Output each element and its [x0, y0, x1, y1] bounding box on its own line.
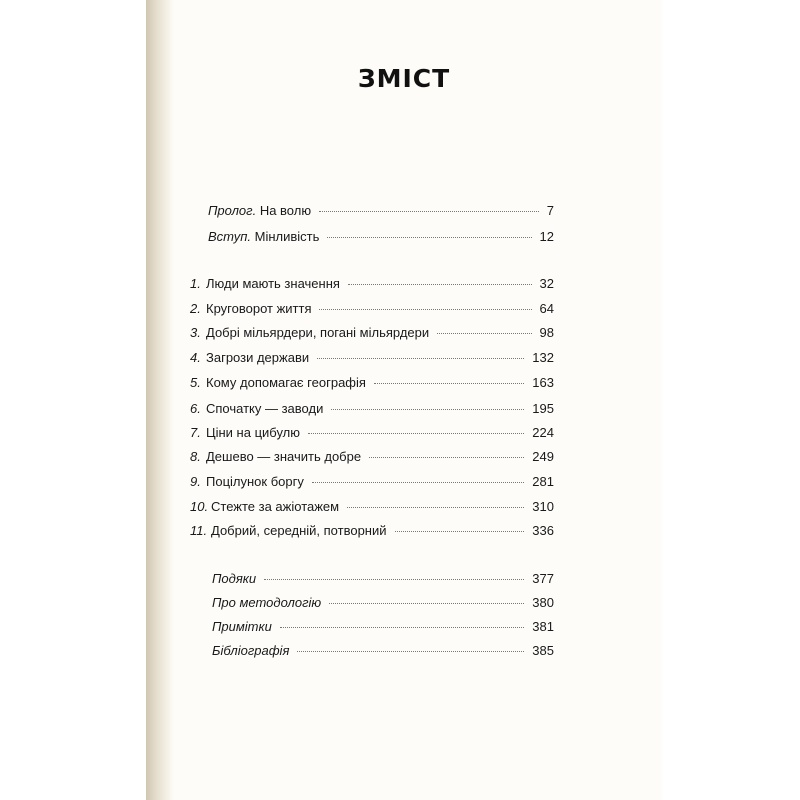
- toc-entry-methodology: [212, 594, 554, 612]
- toc-page-number: 310: [532, 499, 554, 514]
- dot-leader: [348, 284, 532, 285]
- toc-entry-label: Дешево — значить добре: [206, 449, 362, 464]
- toc-entry-intro: [208, 228, 554, 246]
- toc-entry-label: Стежте за ажіотажем: [211, 499, 340, 514]
- dot-leader: [308, 433, 524, 434]
- toc-page-number: 7: [546, 203, 554, 218]
- toc-entry-chapter: [190, 522, 554, 540]
- dot-leader: [395, 531, 525, 532]
- toc-entry-label: Добрі мільярдери, погані мільярдери: [206, 325, 430, 340]
- toc-entry-label: Люди мають значення: [206, 276, 340, 291]
- chapter-number: 7.: [190, 425, 201, 440]
- dot-leader: [369, 457, 524, 458]
- toc-page-number: 132: [532, 350, 554, 365]
- toc-entry-label: Про методологію: [212, 595, 322, 610]
- toc-entry-prefix: Вступ.: [208, 229, 251, 244]
- chapter-number: 5.: [190, 375, 201, 390]
- toc-page-number: 224: [532, 425, 554, 440]
- toc-page-number: 380: [532, 595, 554, 610]
- toc-page-number: 32: [539, 276, 554, 291]
- toc-entry-chapter: [190, 400, 554, 418]
- toc-entry-acknowledgements: [212, 570, 554, 588]
- page-spine-shadow: [146, 0, 174, 800]
- page-title: ЗМІСТ: [357, 64, 451, 93]
- dot-leader: [329, 603, 524, 604]
- toc-entry-bibliography: [212, 642, 554, 660]
- chapter-number: 8.: [190, 449, 201, 464]
- toc-page-number: 249: [532, 449, 554, 464]
- toc-page-number: 336: [532, 523, 554, 538]
- toc-entry-label: Кому допомагає географія: [206, 375, 366, 390]
- toc-entry-label: Бібліографія: [212, 643, 290, 658]
- dot-leader: [347, 507, 524, 508]
- chapter-number: 9.: [190, 474, 201, 489]
- chapter-number: 6.: [190, 401, 201, 416]
- chapter-number: 2.: [190, 301, 201, 316]
- chapter-number: 4.: [190, 350, 201, 365]
- toc-entry-label: Круговорот життя: [206, 301, 312, 316]
- toc-entry-prologue: [208, 202, 554, 220]
- toc-page-number: 64: [539, 301, 554, 316]
- dot-leader: [319, 211, 539, 212]
- dot-leader: [374, 383, 524, 384]
- toc-entry-chapter: [190, 448, 554, 466]
- dot-leader: [280, 627, 524, 628]
- dot-leader: [327, 237, 531, 238]
- dot-leader: [312, 482, 524, 483]
- dot-leader: [317, 358, 524, 359]
- toc-entry-prefix: Пролог.: [208, 203, 257, 218]
- toc-page-number: 281: [532, 474, 554, 489]
- dot-leader: [297, 651, 524, 652]
- dot-leader: [319, 309, 531, 310]
- chapter-number: 1.: [190, 276, 201, 291]
- toc-entry-label: Спочатку — заводи: [206, 401, 324, 416]
- toc-page-number: 195: [532, 401, 554, 416]
- dot-leader: [331, 409, 524, 410]
- chapter-number: 3.: [190, 325, 201, 340]
- toc-entry-notes: [212, 618, 554, 636]
- book-page: [146, 0, 662, 800]
- toc-entry-chapter: [190, 498, 554, 516]
- toc-entry-chapter: [190, 473, 554, 491]
- toc-entry-label: Мінливість: [254, 229, 320, 244]
- toc-entry-label: Поцілунок боргу: [206, 474, 304, 489]
- toc-entry-label: Ціни на цибулю: [206, 425, 300, 440]
- toc-entry-chapter: [190, 374, 554, 392]
- toc-page-number: 385: [532, 643, 554, 658]
- toc-entry-chapter: [190, 300, 554, 318]
- toc-page-number: 163: [532, 375, 554, 390]
- toc-entry-chapter: [190, 324, 554, 342]
- toc-entry-chapter: [190, 275, 554, 293]
- toc-entry-label: Добрий, середній, потворний: [211, 523, 387, 538]
- toc-entry-label: Загрози держави: [206, 350, 310, 365]
- toc-page-number: 12: [539, 229, 554, 244]
- toc-entry-label: Подяки: [212, 571, 257, 586]
- toc-entry-chapter: [190, 349, 554, 367]
- chapter-number: 10.: [190, 499, 209, 514]
- toc-page-number: 381: [532, 619, 554, 634]
- dot-leader: [264, 579, 524, 580]
- toc-page-number: 377: [532, 571, 554, 586]
- toc-entry-label: Примітки: [212, 619, 272, 634]
- toc-entry-label: На волю: [259, 203, 312, 218]
- toc-page-number: 98: [539, 325, 554, 340]
- dot-leader: [437, 333, 531, 334]
- chapter-number: 11.: [190, 523, 208, 538]
- toc-entry-chapter: [190, 424, 554, 442]
